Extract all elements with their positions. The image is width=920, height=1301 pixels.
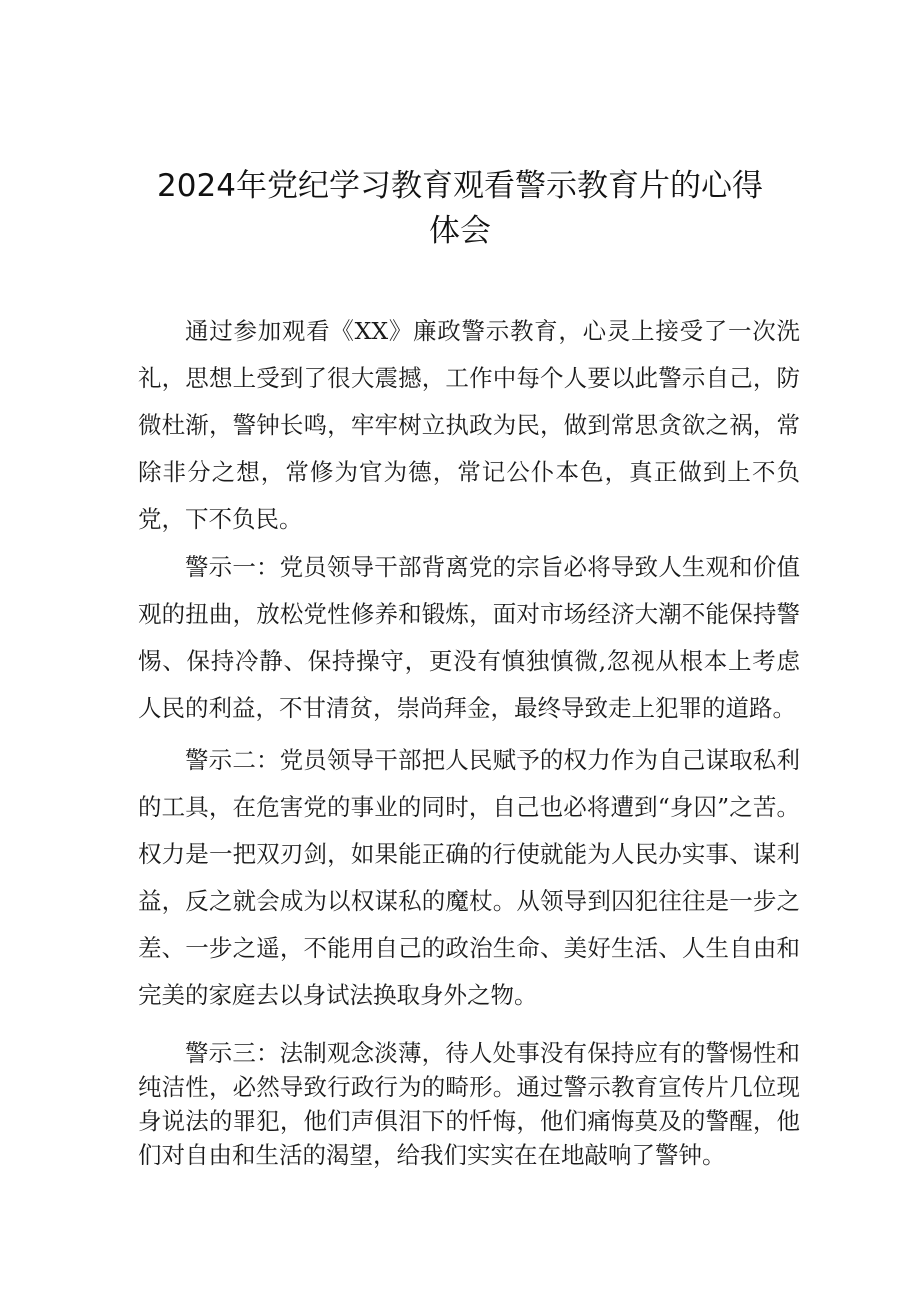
document-title: 2024年党纪学习教育观看警示教育片的心得体会	[157, 168, 763, 249]
paragraph-intro: 通过参加观看《XX》廉政警示教育，心灵上接受了一次洗礼，思想上受到了很大震撼，工作中每个人要以此警示自己，防微杜渐，警钟长鸣，牢牢树立执政为民，做到常思贪欲之祸，常除非分之想，常修为官为德，常记公仆本色，真正做到上不负党，下不负民。	[138, 317, 800, 533]
paragraph-warning-three: 警示三：法制观念淡薄，待人处事没有保持应有的警惕性和纯洁性，必然导致行政行为的畸形。通过警示教育宣传片几位现身说法的罪犯，他们声俱泪下的忏悔，他们痛悔莫及的警醒，他们对自由和生活的渴望，给我们实实在在地敲响了警钟。	[138, 1039, 800, 1169]
paragraph-warning-one: 警示一：党员领导干部背离党的宗旨必将导致人生观和价值观的扭曲，放松党性修养和锻炼，面对市场经济大潮不能保持警惕、保持冷静、保持操守，更没有慎独慎微,忽视从根本上考虑人民的利益，不甘清贫，崇尚拜金，最终导致走上犯罪的道路。	[138, 553, 800, 722]
paragraph-warning-two: 警示二：党员领导干部把人民赋予的权力作为自己谋取私利的工具，在危害党的事业的同时，自己也必将遭到“身囚”之苦。权力是一把双刃剑，如果能正确的行使就能为人民办实事、谋利益，反之就会成为以权谋私的魔杖。从领导到囚犯往往是一步之差、一步之遥，不能用自己的政治生命、美好生活、人生自由和完美的家庭去以身试法换取身外之物。	[138, 746, 800, 1009]
